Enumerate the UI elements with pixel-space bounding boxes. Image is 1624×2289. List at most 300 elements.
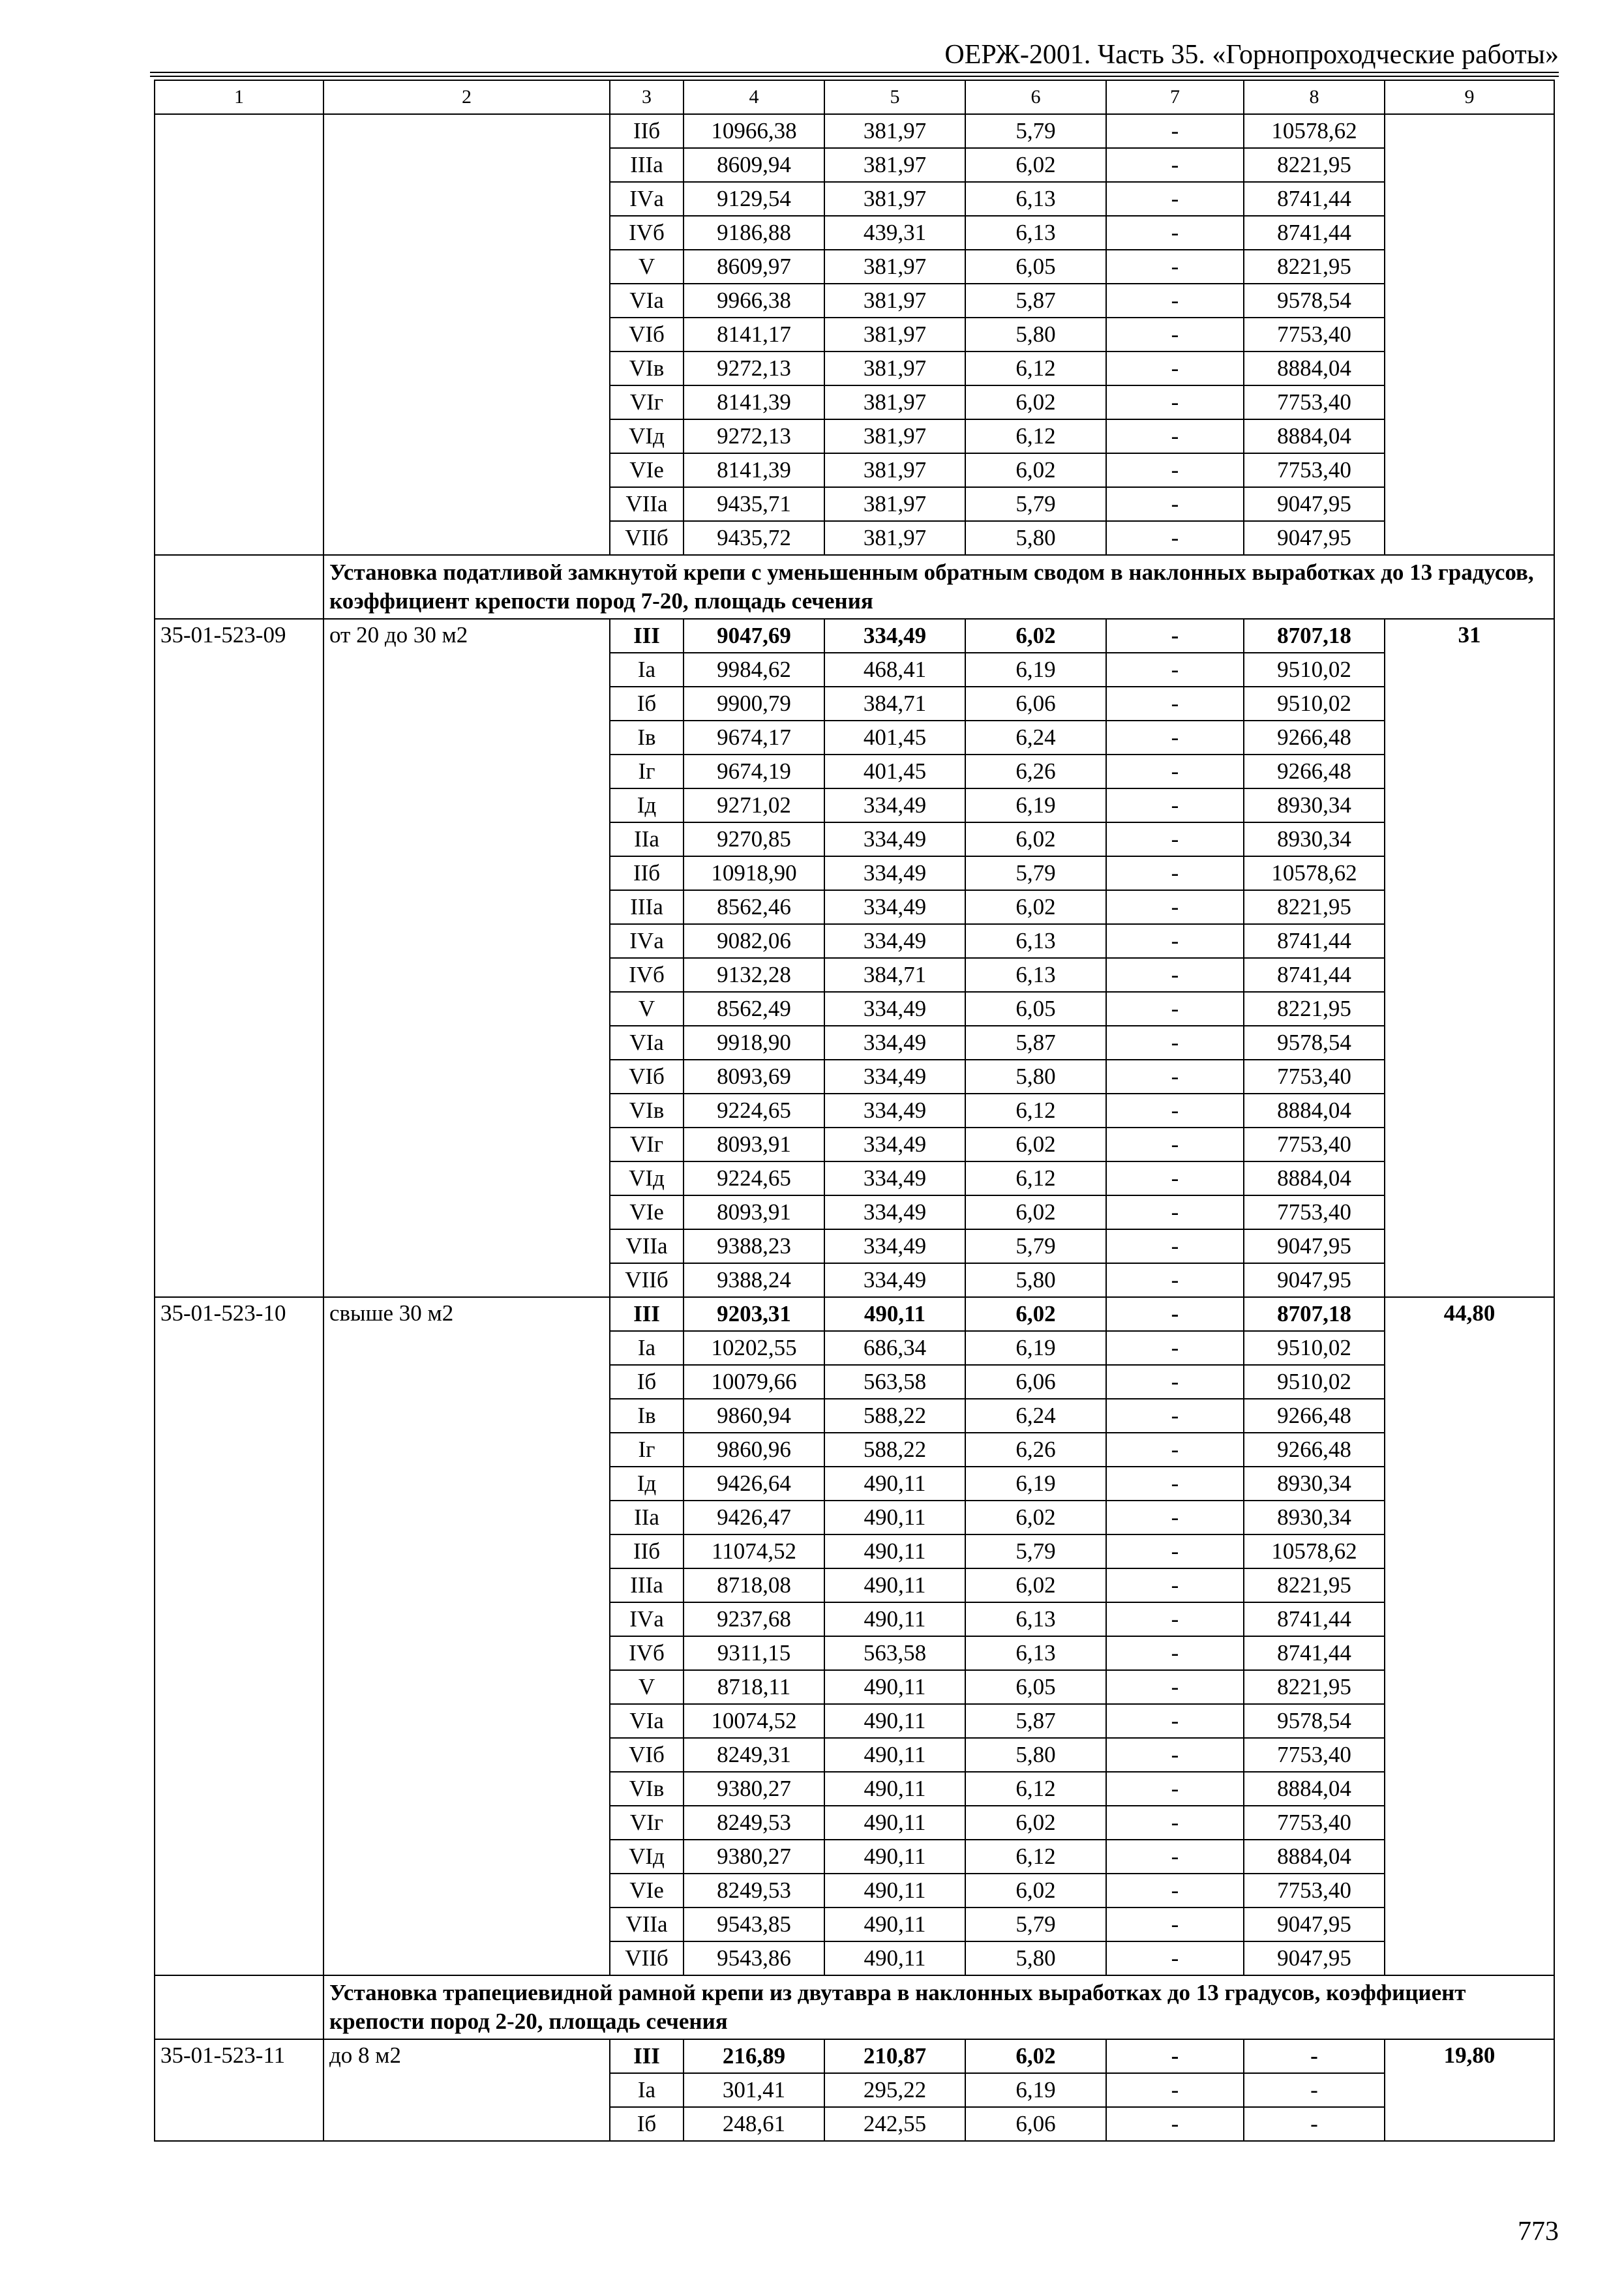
materials-cell: 8221,95 <box>1244 890 1385 924</box>
direct-cost-cell: 9132,28 <box>684 958 824 992</box>
wages-cell: 242,55 <box>824 2107 965 2141</box>
machine-cost-cell: 6,26 <box>965 1433 1106 1467</box>
driver-wages-cell: - <box>1106 318 1244 352</box>
wages-cell: 490,11 <box>824 1874 965 1908</box>
driver-wages-cell: - <box>1106 1941 1244 1975</box>
materials-cell: 8221,95 <box>1244 992 1385 1026</box>
driver-wages-cell: - <box>1106 1365 1244 1399</box>
wages-cell: 384,71 <box>824 687 965 721</box>
wages-cell: 490,11 <box>824 1806 965 1840</box>
direct-cost-cell: 9203,31 <box>684 1297 824 1331</box>
driver-wages-cell: - <box>1106 1229 1244 1263</box>
driver-wages-cell: - <box>1106 419 1244 453</box>
wages-cell: 381,97 <box>824 352 965 385</box>
name-cell <box>323 114 610 555</box>
direct-cost-cell: 10079,66 <box>684 1365 824 1399</box>
direct-cost-cell: 9543,85 <box>684 1908 824 1941</box>
direct-cost-cell: 9186,88 <box>684 216 824 250</box>
table-row <box>155 2039 1554 2073</box>
driver-wages-cell: - <box>1106 653 1244 687</box>
driver-wages-cell: - <box>1106 1534 1244 1568</box>
direct-cost-cell: 9435,72 <box>684 521 824 555</box>
column-number: 8 <box>1244 80 1385 114</box>
driver-wages-cell: - <box>1106 992 1244 1026</box>
rock-group-cell: IVб <box>610 216 684 250</box>
driver-wages-cell: - <box>1106 1636 1244 1670</box>
wages-cell: 381,97 <box>824 453 965 487</box>
materials-cell: 10578,62 <box>1244 1534 1385 1568</box>
rock-group-cell: VIб <box>610 1738 684 1772</box>
driver-wages-cell: - <box>1106 1874 1244 1908</box>
wages-cell: 381,97 <box>824 182 965 216</box>
driver-wages-cell: - <box>1106 1908 1244 1941</box>
machine-cost-cell: 6,06 <box>965 1365 1106 1399</box>
driver-wages-cell: - <box>1106 788 1244 822</box>
machine-cost-cell: 6,12 <box>965 1840 1106 1874</box>
materials-cell: 9047,95 <box>1244 1229 1385 1263</box>
rock-group-cell: VIд <box>610 1161 684 1195</box>
machine-cost-cell: 6,06 <box>965 687 1106 721</box>
materials-cell: 8884,04 <box>1244 1772 1385 1806</box>
column-number: 6 <box>965 80 1106 114</box>
materials-cell: 8741,44 <box>1244 182 1385 216</box>
machine-cost-cell: 6,02 <box>965 822 1106 856</box>
materials-cell: - <box>1244 2039 1385 2073</box>
wages-cell: 334,49 <box>824 1060 965 1094</box>
machine-cost-cell: 5,80 <box>965 521 1106 555</box>
rock-group-cell: VIIа <box>610 487 684 521</box>
section-row <box>155 555 1554 619</box>
wages-cell: 381,97 <box>824 385 965 419</box>
driver-wages-cell: - <box>1106 856 1244 890</box>
wages-cell: 490,11 <box>824 1534 965 1568</box>
wages-cell: 334,49 <box>824 992 965 1026</box>
wages-cell: 334,49 <box>824 822 965 856</box>
materials-cell: 9047,95 <box>1244 487 1385 521</box>
driver-wages-cell: - <box>1106 1433 1244 1467</box>
driver-wages-cell: - <box>1106 216 1244 250</box>
section-title: Установка трапециевидной рамной крепи из двутавра в наклонных выработках до 13 градусов, коэффициент крепости пород 2-20, площадь сечения <box>323 1975 1554 2039</box>
rock-group-cell: IIIа <box>610 890 684 924</box>
wages-cell: 490,11 <box>824 1840 965 1874</box>
materials-cell: 7753,40 <box>1244 1195 1385 1229</box>
machine-cost-cell: 6,19 <box>965 653 1106 687</box>
rock-group-cell: VIе <box>610 1874 684 1908</box>
direct-cost-cell: 10202,55 <box>684 1331 824 1365</box>
section-spacer <box>155 555 323 619</box>
driver-wages-cell: - <box>1106 958 1244 992</box>
machine-cost-cell: 6,02 <box>965 1806 1106 1840</box>
materials-cell: 9266,48 <box>1244 1399 1385 1433</box>
machine-cost-cell: 6,05 <box>965 992 1106 1026</box>
wages-cell: 295,22 <box>824 2073 965 2107</box>
direct-cost-cell: 9674,19 <box>684 755 824 788</box>
driver-wages-cell: - <box>1106 2039 1244 2073</box>
machine-cost-cell: 6,13 <box>965 182 1106 216</box>
materials-cell: 9510,02 <box>1244 1331 1385 1365</box>
direct-cost-cell: 8718,11 <box>684 1670 824 1704</box>
direct-cost-cell: 8141,39 <box>684 385 824 419</box>
rock-group-cell: VIIа <box>610 1908 684 1941</box>
wages-cell: 381,97 <box>824 284 965 318</box>
rock-group-cell: IIб <box>610 114 684 148</box>
machine-cost-cell: 5,79 <box>965 114 1106 148</box>
direct-cost-cell: 9984,62 <box>684 653 824 687</box>
machine-cost-cell: 5,79 <box>965 487 1106 521</box>
materials-cell: 8707,18 <box>1244 1297 1385 1331</box>
rock-group-cell: Iд <box>610 788 684 822</box>
wages-cell: 334,49 <box>824 1128 965 1161</box>
materials-cell: 7753,40 <box>1244 1128 1385 1161</box>
driver-wages-cell: - <box>1106 1263 1244 1297</box>
driver-wages-cell: - <box>1106 250 1244 284</box>
machine-cost-cell: 6,02 <box>965 1297 1106 1331</box>
wages-cell: 334,49 <box>824 1195 965 1229</box>
direct-cost-cell: 9543,86 <box>684 1941 824 1975</box>
header-rule <box>150 72 1559 73</box>
machine-cost-cell: 6,02 <box>965 1874 1106 1908</box>
rock-group-cell: Iб <box>610 1365 684 1399</box>
column-number: 7 <box>1106 80 1244 114</box>
rock-group-cell: V <box>610 1670 684 1704</box>
direct-cost-cell: 9380,27 <box>684 1840 824 1874</box>
direct-cost-cell: 10074,52 <box>684 1704 824 1738</box>
materials-cell: 8741,44 <box>1244 924 1385 958</box>
driver-wages-cell: - <box>1106 1806 1244 1840</box>
wages-cell: 490,11 <box>824 1297 965 1331</box>
rock-group-cell: IIа <box>610 822 684 856</box>
rock-group-cell: Iв <box>610 721 684 755</box>
section-row <box>155 1975 1554 2039</box>
machine-cost-cell: 5,80 <box>965 318 1106 352</box>
driver-wages-cell: - <box>1106 284 1244 318</box>
rock-group-cell: V <box>610 992 684 1026</box>
materials-cell: 7753,40 <box>1244 1874 1385 1908</box>
rock-group-cell: Iа <box>610 2073 684 2107</box>
machine-cost-cell: 5,80 <box>965 1941 1106 1975</box>
materials-cell: 8930,34 <box>1244 822 1385 856</box>
materials-cell: - <box>1244 2073 1385 2107</box>
rock-group-cell: Iг <box>610 755 684 788</box>
machine-cost-cell: 6,24 <box>965 721 1106 755</box>
machine-cost-cell: 6,13 <box>965 958 1106 992</box>
rock-group-cell: Iв <box>610 1399 684 1433</box>
direct-cost-cell: 8249,53 <box>684 1874 824 1908</box>
machine-cost-cell: 6,02 <box>965 1128 1106 1161</box>
machine-cost-cell: 6,02 <box>965 619 1106 653</box>
driver-wages-cell: - <box>1106 1297 1244 1331</box>
driver-wages-cell: - <box>1106 1772 1244 1806</box>
materials-cell: 8741,44 <box>1244 958 1385 992</box>
driver-wages-cell: - <box>1106 1128 1244 1161</box>
direct-cost-cell: 9380,27 <box>684 1772 824 1806</box>
rates-table <box>154 80 1555 2142</box>
machine-cost-cell: 5,79 <box>965 856 1106 890</box>
driver-wages-cell: - <box>1106 890 1244 924</box>
rock-group-cell: Iб <box>610 687 684 721</box>
driver-wages-cell: - <box>1106 114 1244 148</box>
machine-cost-cell: 6,19 <box>965 2073 1106 2107</box>
materials-cell: 8930,34 <box>1244 1467 1385 1501</box>
driver-wages-cell: - <box>1106 2073 1244 2107</box>
rock-group-cell: VIIб <box>610 1941 684 1975</box>
rock-group-cell: VIд <box>610 1840 684 1874</box>
rock-group-cell: IIб <box>610 856 684 890</box>
driver-wages-cell: - <box>1106 385 1244 419</box>
direct-cost-cell: 9047,69 <box>684 619 824 653</box>
section-title: Установка податливой замкнутой крепи с уменьшенным обратным сводом в наклонных выработках до 13 градусов, коэффициент крепости пород 7-20, площадь сечения <box>323 555 1554 619</box>
materials-cell: 8884,04 <box>1244 1840 1385 1874</box>
machine-cost-cell: 6,19 <box>965 788 1106 822</box>
direct-cost-cell: 9271,02 <box>684 788 824 822</box>
column-number: 5 <box>824 80 965 114</box>
column-number: 1 <box>155 80 323 114</box>
labor-cell: 44,80 <box>1385 1297 1554 1975</box>
rock-group-cell: IVа <box>610 182 684 216</box>
direct-cost-cell: 9270,85 <box>684 822 824 856</box>
wages-cell: 334,49 <box>824 1229 965 1263</box>
direct-cost-cell: 9918,90 <box>684 1026 824 1060</box>
wages-cell: 381,97 <box>824 487 965 521</box>
machine-cost-cell: 6,02 <box>965 890 1106 924</box>
rock-group-cell: VIа <box>610 1704 684 1738</box>
column-number: 4 <box>684 80 824 114</box>
driver-wages-cell: - <box>1106 755 1244 788</box>
materials-cell: 8221,95 <box>1244 1670 1385 1704</box>
direct-cost-cell: 9900,79 <box>684 687 824 721</box>
direct-cost-cell: 10966,38 <box>684 114 824 148</box>
machine-cost-cell: 5,80 <box>965 1263 1106 1297</box>
machine-cost-cell: 6,02 <box>965 453 1106 487</box>
materials-cell: 8884,04 <box>1244 1161 1385 1195</box>
machine-cost-cell: 5,80 <box>965 1738 1106 1772</box>
driver-wages-cell: - <box>1106 148 1244 182</box>
wages-cell: 381,97 <box>824 521 965 555</box>
rock-group-cell: IIIа <box>610 148 684 182</box>
direct-cost-cell: 9435,71 <box>684 487 824 521</box>
machine-cost-cell: 6,12 <box>965 1094 1106 1128</box>
wages-cell: 334,49 <box>824 1263 965 1297</box>
materials-cell: 8884,04 <box>1244 419 1385 453</box>
rock-group-cell: VIIб <box>610 1263 684 1297</box>
materials-cell: 8884,04 <box>1244 352 1385 385</box>
direct-cost-cell: 248,61 <box>684 2107 824 2141</box>
machine-cost-cell: 6,12 <box>965 1772 1106 1806</box>
wages-cell: 490,11 <box>824 1467 965 1501</box>
materials-cell: 9578,54 <box>1244 1026 1385 1060</box>
direct-cost-cell: 8562,46 <box>684 890 824 924</box>
wages-cell: 334,49 <box>824 890 965 924</box>
driver-wages-cell: - <box>1106 924 1244 958</box>
materials-cell: 7753,40 <box>1244 1738 1385 1772</box>
driver-wages-cell: - <box>1106 1195 1244 1229</box>
rock-group-cell: IVб <box>610 1636 684 1670</box>
materials-cell: 9510,02 <box>1244 653 1385 687</box>
materials-cell: 7753,40 <box>1244 385 1385 419</box>
wages-cell: 334,49 <box>824 856 965 890</box>
driver-wages-cell: - <box>1106 1060 1244 1094</box>
machine-cost-cell: 6,02 <box>965 1501 1106 1534</box>
rock-group-cell: IIб <box>610 1534 684 1568</box>
rock-group-cell: III <box>610 619 684 653</box>
machine-cost-cell: 6,24 <box>965 1399 1106 1433</box>
driver-wages-cell: - <box>1106 1704 1244 1738</box>
direct-cost-cell: 8562,49 <box>684 992 824 1026</box>
wages-cell: 439,31 <box>824 216 965 250</box>
rock-group-cell: Iг <box>610 1433 684 1467</box>
wages-cell: 401,45 <box>824 721 965 755</box>
rock-group-cell: VIг <box>610 385 684 419</box>
section-spacer <box>155 1975 323 2039</box>
name-cell: от 20 до 30 м2 <box>323 619 610 1297</box>
rock-group-cell: VIб <box>610 318 684 352</box>
rock-group-cell: IIIа <box>610 1568 684 1602</box>
wages-cell: 401,45 <box>824 755 965 788</box>
code-cell <box>155 114 323 555</box>
machine-cost-cell: 6,19 <box>965 1467 1106 1501</box>
driver-wages-cell: - <box>1106 1467 1244 1501</box>
rock-group-cell: VIIб <box>610 521 684 555</box>
machine-cost-cell: 6,13 <box>965 1602 1106 1636</box>
materials-cell: 9047,95 <box>1244 521 1385 555</box>
driver-wages-cell: - <box>1106 453 1244 487</box>
materials-cell: 7753,40 <box>1244 318 1385 352</box>
wages-cell: 334,49 <box>824 619 965 653</box>
rock-group-cell: VIа <box>610 1026 684 1060</box>
direct-cost-cell: 8093,91 <box>684 1128 824 1161</box>
page-number: 773 <box>1518 2217 1559 2247</box>
machine-cost-cell: 6,19 <box>965 1331 1106 1365</box>
wages-cell: 490,11 <box>824 1941 965 1975</box>
rock-group-cell: VIд <box>610 419 684 453</box>
wages-cell: 334,49 <box>824 788 965 822</box>
direct-cost-cell: 9426,64 <box>684 1467 824 1501</box>
rock-group-cell: VIе <box>610 453 684 487</box>
direct-cost-cell: 8249,53 <box>684 1806 824 1840</box>
driver-wages-cell: - <box>1106 1670 1244 1704</box>
labor-cell: 31 <box>1385 619 1554 1297</box>
materials-cell: 10578,62 <box>1244 114 1385 148</box>
driver-wages-cell: - <box>1106 687 1244 721</box>
rock-group-cell: IVа <box>610 1602 684 1636</box>
wages-cell: 384,71 <box>824 958 965 992</box>
wages-cell: 381,97 <box>824 148 965 182</box>
driver-wages-cell: - <box>1106 2107 1244 2141</box>
direct-cost-cell: 8141,17 <box>684 318 824 352</box>
direct-cost-cell: 9388,23 <box>684 1229 824 1263</box>
direct-cost-cell: 8141,39 <box>684 453 824 487</box>
direct-cost-cell: 8093,69 <box>684 1060 824 1094</box>
materials-cell: 8221,95 <box>1244 1568 1385 1602</box>
labor-cell: 19,80 <box>1385 2039 1554 2141</box>
materials-cell: 7753,40 <box>1244 1806 1385 1840</box>
materials-cell: 8221,95 <box>1244 148 1385 182</box>
materials-cell: 9578,54 <box>1244 1704 1385 1738</box>
machine-cost-cell: 5,87 <box>965 1704 1106 1738</box>
direct-cost-cell: 9860,96 <box>684 1433 824 1467</box>
materials-cell: 9266,48 <box>1244 721 1385 755</box>
materials-cell: 9047,95 <box>1244 1941 1385 1975</box>
rock-group-cell: IIа <box>610 1501 684 1534</box>
column-number: 2 <box>323 80 610 114</box>
materials-cell: 8741,44 <box>1244 1636 1385 1670</box>
rock-group-cell: V <box>610 250 684 284</box>
direct-cost-cell: 8609,94 <box>684 148 824 182</box>
wages-cell: 490,11 <box>824 1772 965 1806</box>
wages-cell: 334,49 <box>824 1161 965 1195</box>
materials-cell: 9510,02 <box>1244 687 1385 721</box>
name-cell: свыше 30 м2 <box>323 1297 610 1975</box>
machine-cost-cell: 5,79 <box>965 1534 1106 1568</box>
driver-wages-cell: - <box>1106 1568 1244 1602</box>
wages-cell: 490,11 <box>824 1501 965 1534</box>
driver-wages-cell: - <box>1106 1331 1244 1365</box>
materials-cell: 9266,48 <box>1244 1433 1385 1467</box>
machine-cost-cell: 6,02 <box>965 1195 1106 1229</box>
direct-cost-cell: 9860,94 <box>684 1399 824 1433</box>
machine-cost-cell: 6,12 <box>965 419 1106 453</box>
direct-cost-cell: 9224,65 <box>684 1161 824 1195</box>
column-number-row <box>155 80 1554 114</box>
machine-cost-cell: 5,79 <box>965 1908 1106 1941</box>
wages-cell: 490,11 <box>824 1908 965 1941</box>
code-cell: 35-01-523-09 <box>155 619 323 1297</box>
materials-cell: - <box>1244 2107 1385 2141</box>
machine-cost-cell: 6,02 <box>965 1568 1106 1602</box>
code-cell: 35-01-523-11 <box>155 2039 323 2141</box>
wages-cell: 588,22 <box>824 1433 965 1467</box>
rock-group-cell: VIг <box>610 1806 684 1840</box>
direct-cost-cell: 301,41 <box>684 2073 824 2107</box>
wages-cell: 381,97 <box>824 250 965 284</box>
rock-group-cell: VIIа <box>610 1229 684 1263</box>
materials-cell: 8221,95 <box>1244 250 1385 284</box>
direct-cost-cell: 8093,91 <box>684 1195 824 1229</box>
materials-cell: 9047,95 <box>1244 1263 1385 1297</box>
driver-wages-cell: - <box>1106 521 1244 555</box>
rock-group-cell: VIа <box>610 284 684 318</box>
rock-group-cell: VIг <box>610 1128 684 1161</box>
driver-wages-cell: - <box>1106 619 1244 653</box>
direct-cost-cell: 9272,13 <box>684 419 824 453</box>
driver-wages-cell: - <box>1106 721 1244 755</box>
direct-cost-cell: 9129,54 <box>684 182 824 216</box>
materials-cell: 9266,48 <box>1244 755 1385 788</box>
driver-wages-cell: - <box>1106 822 1244 856</box>
materials-cell: 8741,44 <box>1244 1602 1385 1636</box>
machine-cost-cell: 6,05 <box>965 1670 1106 1704</box>
machine-cost-cell: 5,80 <box>965 1060 1106 1094</box>
direct-cost-cell: 8609,97 <box>684 250 824 284</box>
labor-cell <box>1385 114 1554 555</box>
rock-group-cell: IVб <box>610 958 684 992</box>
header-rule-double <box>150 76 1559 77</box>
wages-cell: 588,22 <box>824 1399 965 1433</box>
page-header: ОЕРЖ-2001. Часть 35. «Горнопроходческие работы» <box>944 40 1559 70</box>
driver-wages-cell: - <box>1106 182 1244 216</box>
direct-cost-cell: 9426,47 <box>684 1501 824 1534</box>
direct-cost-cell: 9082,06 <box>684 924 824 958</box>
materials-cell: 8741,44 <box>1244 216 1385 250</box>
wages-cell: 490,11 <box>824 1568 965 1602</box>
rock-group-cell: III <box>610 2039 684 2073</box>
materials-cell: 8930,34 <box>1244 1501 1385 1534</box>
column-number: 9 <box>1385 80 1554 114</box>
wages-cell: 334,49 <box>824 1026 965 1060</box>
wages-cell: 334,49 <box>824 1094 965 1128</box>
driver-wages-cell: - <box>1106 1161 1244 1195</box>
wages-cell: 490,11 <box>824 1602 965 1636</box>
